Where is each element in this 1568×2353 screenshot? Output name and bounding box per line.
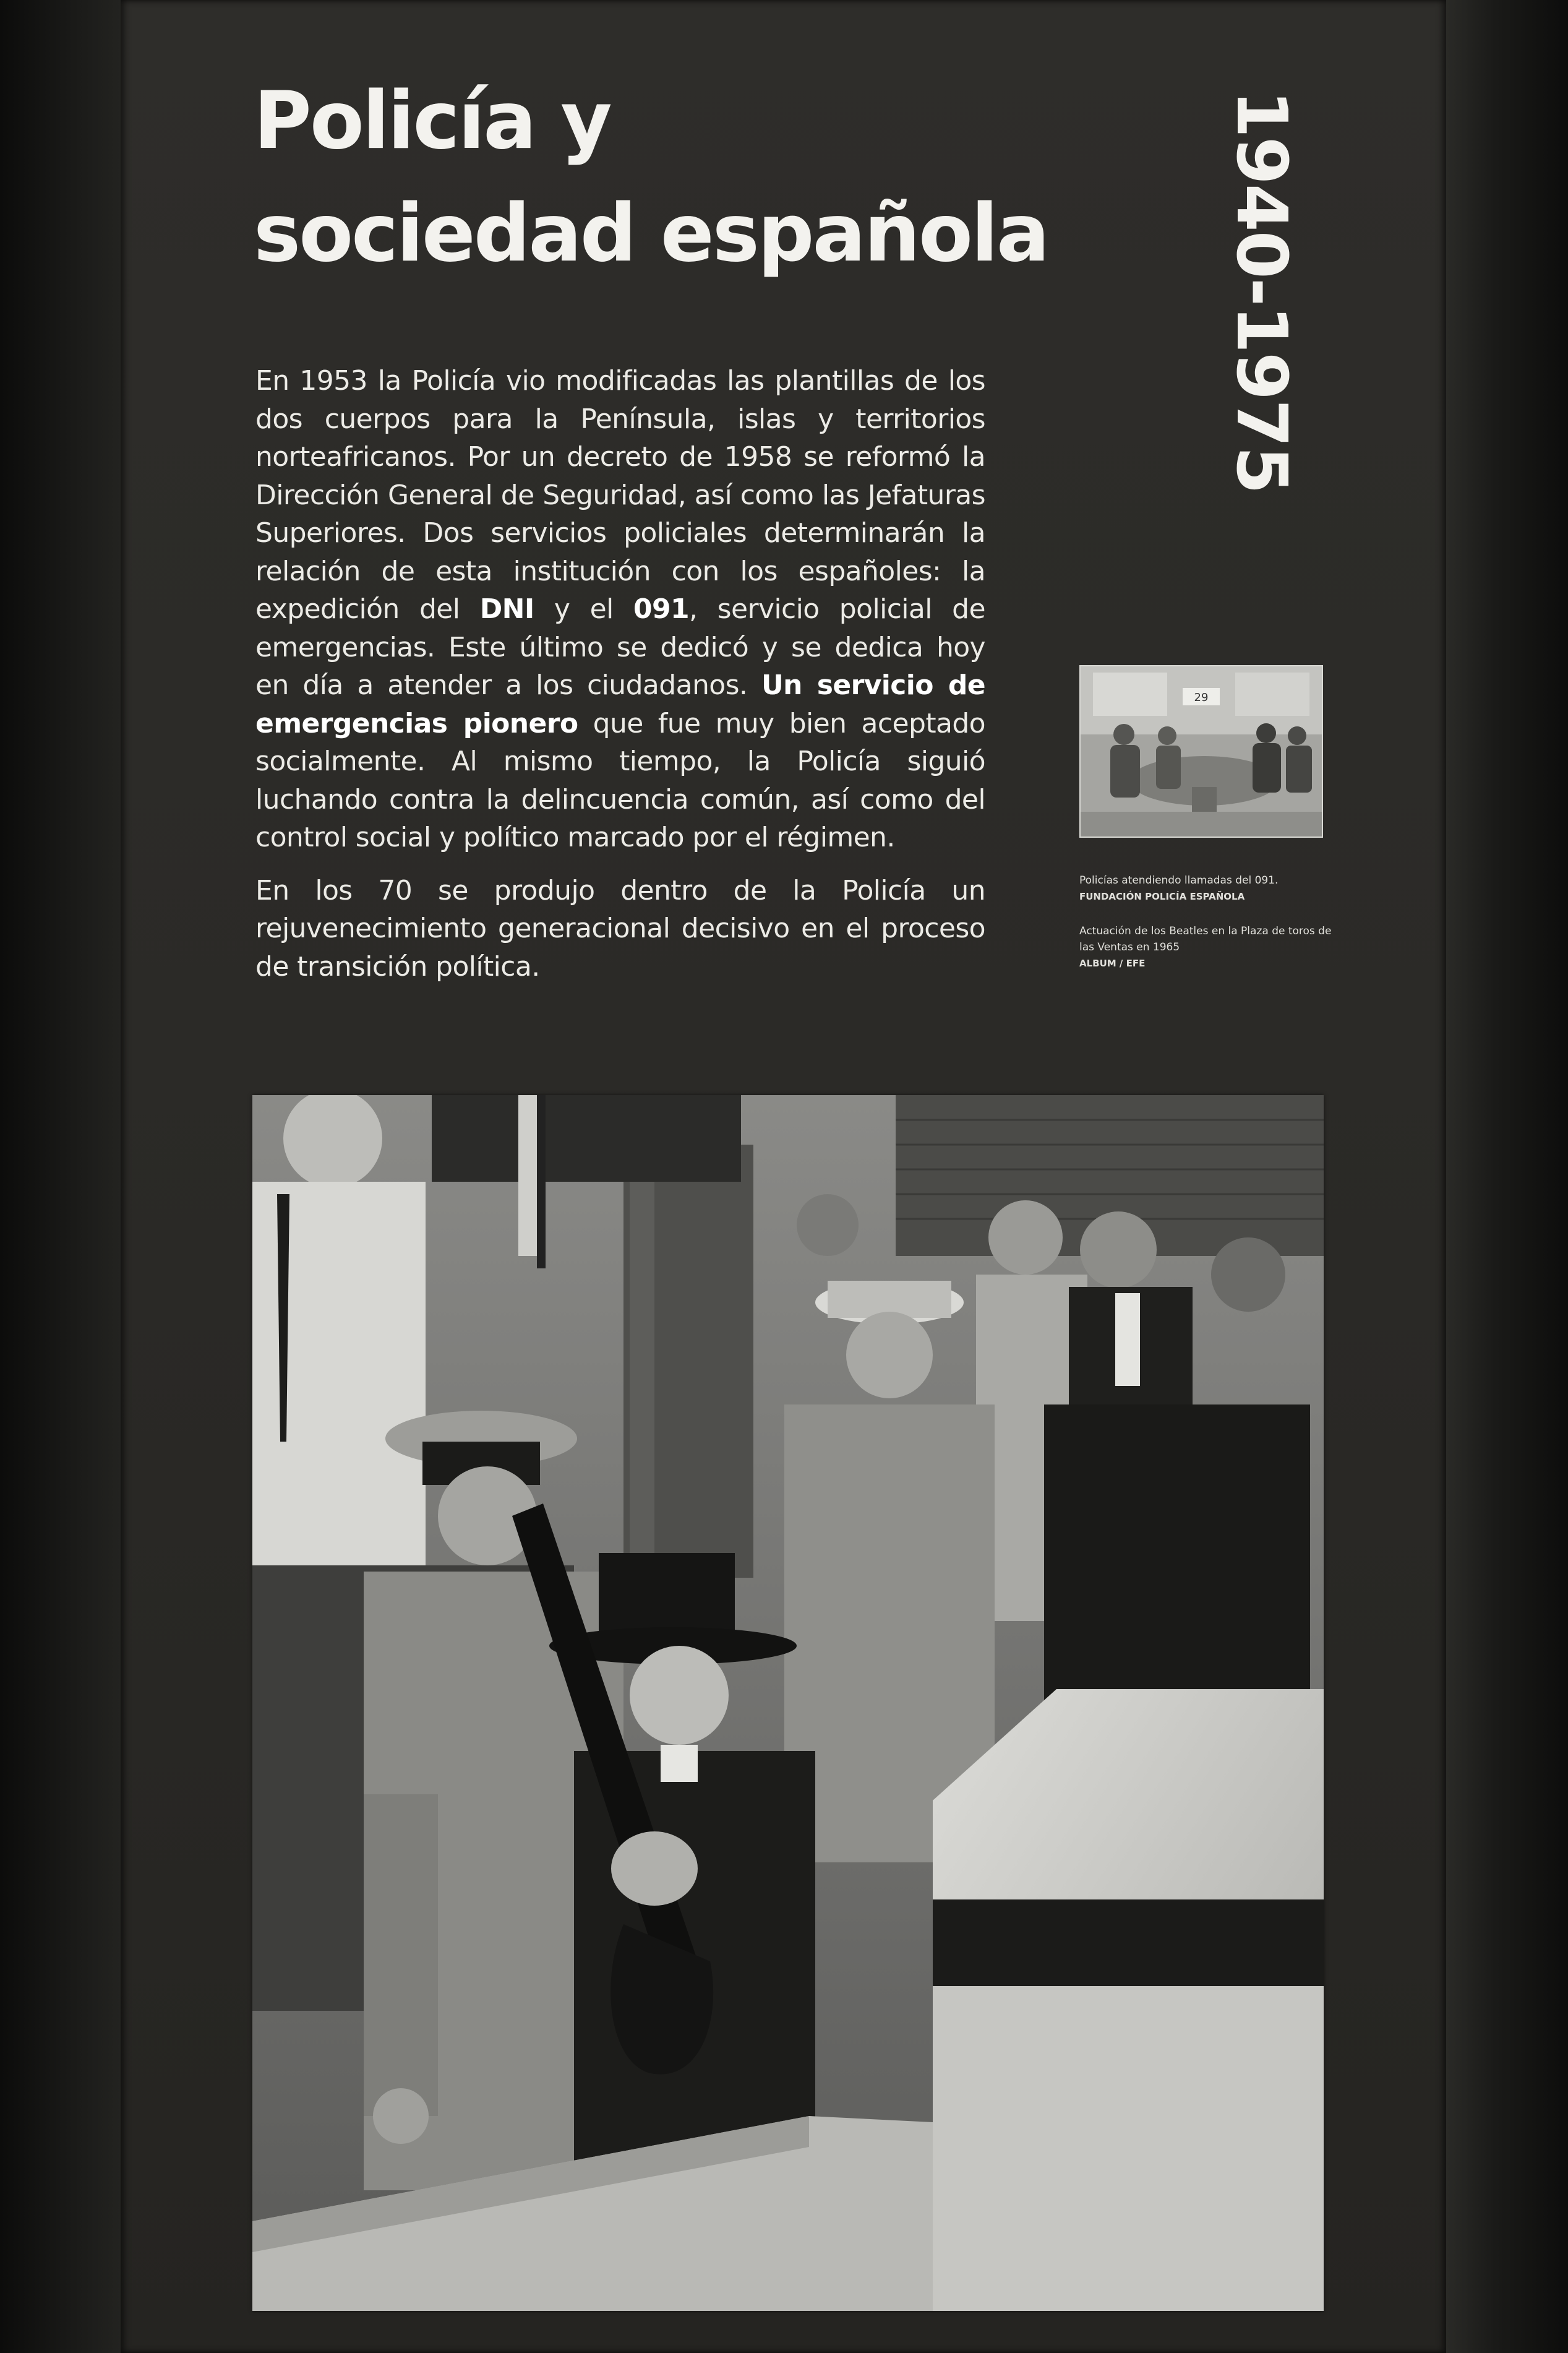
paragraph-1: [255, 362, 985, 857]
body-text: [255, 362, 985, 1000]
thumbnail-photo-091: [1079, 665, 1323, 838]
main-photo-svg: [252, 1095, 1324, 2311]
thumb-sign-number: 29: [1194, 691, 1209, 704]
p1-text-d: que fue muy bien aceptado socialmente. Al mismo tiempo, la Policía siguió luchando contra la delincuencia común, así como del control social y político marcado por el régimen.: [255, 707, 985, 853]
wall-right: [1446, 0, 1568, 2353]
p1-text-c: , servicio policial de emergencias. Este último se dedicó y se dedica hoy en día a atender a los ciudadanos.: [255, 593, 985, 701]
years-label: 1940-1975: [1221, 90, 1301, 493]
thumbnail-photo-svg: [1081, 666, 1322, 837]
panel-title: [254, 65, 1058, 290]
paragraph-2: En los 70 se produjo dentro de la Policía un rejuvenecimiento generacional decisivo en el proceso de transición política.: [255, 874, 985, 983]
captions: [1079, 872, 1339, 990]
main-photo-beatles: [252, 1095, 1324, 2311]
p1-text-a: En 1953 la Policía vio modificadas las plantillas de los dos cuerpos para la Península, islas y territorios norteafricanos. Por un decreto de 1958 se reformó la Dirección General de Seguridad, así como las Jefaturas Superiores. Dos servicios policiales determinarán la relación de esta institución con los españoles: la expedición del: [255, 365, 985, 625]
title-line-1: Policía y: [254, 75, 610, 167]
p1-bold-091: 091: [633, 593, 689, 625]
p1-text-b: y el: [534, 593, 633, 625]
caption-1-source: FUNDACIÓN POLICÍA ESPAÑOLA: [1079, 891, 1245, 902]
caption-2-source: ALBUM / EFE: [1079, 958, 1146, 969]
p1-bold-dni: DNI: [479, 593, 534, 625]
p1-bold-emergencias: Un servicio de emergencias pionero: [255, 669, 985, 739]
wall-left: [0, 0, 121, 2353]
title-line-2: sociedad española: [254, 187, 1048, 280]
caption-1: Policías atendiendo llamadas del 091.: [1079, 874, 1279, 887]
caption-2: Actuación de los Beatles en la Plaza de toros de las Ventas en 1965: [1079, 925, 1332, 953]
